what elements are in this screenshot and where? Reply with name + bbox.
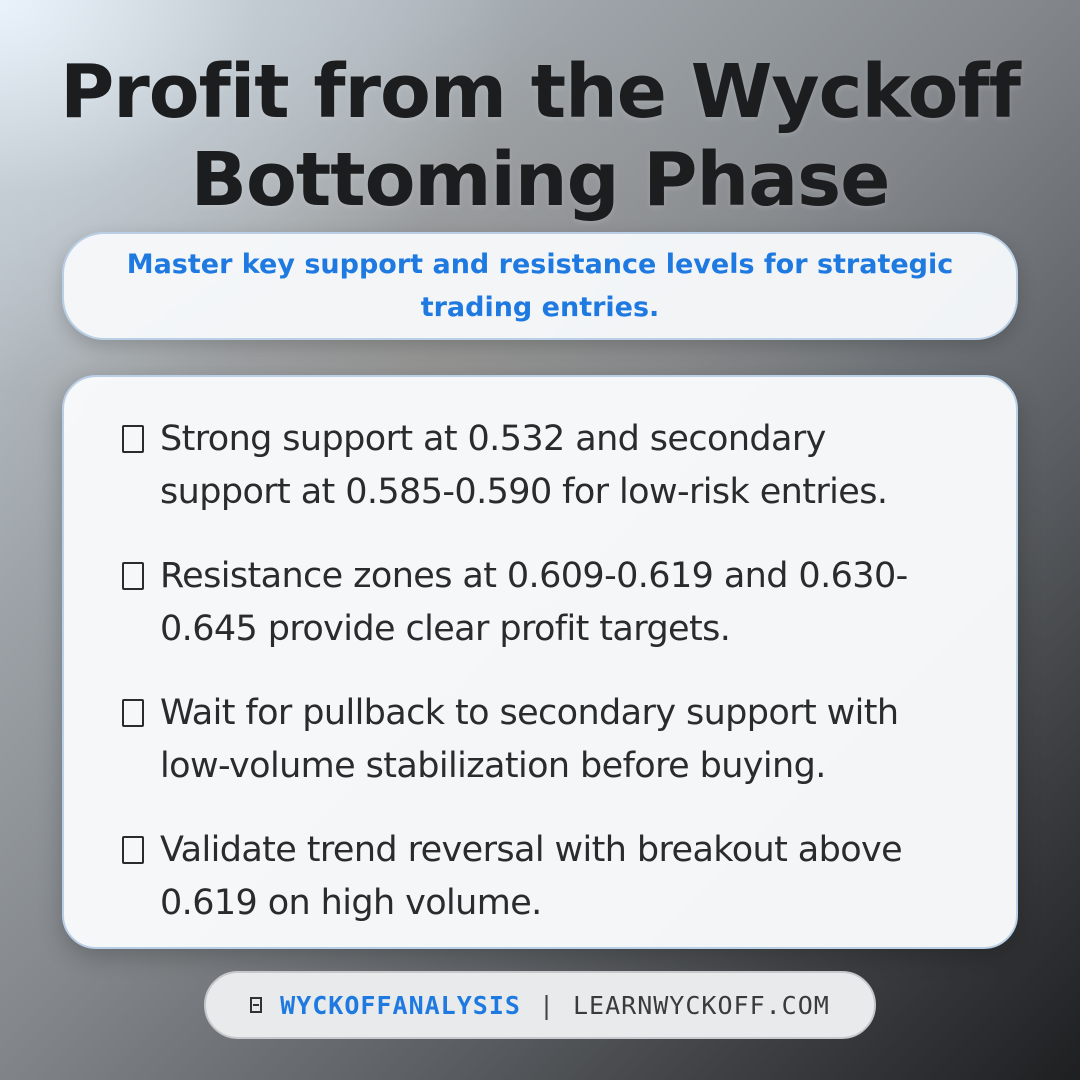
list-item [122, 824, 956, 930]
list-item [122, 550, 956, 656]
footer-badge [204, 971, 876, 1039]
list-item-text: Resistance zones at 0.609-0.619 and 0.630-0.645 provide clear profit targets. [160, 556, 908, 649]
list-item-text: Validate trend reversal with breakout above 0.619 on high volume. [160, 830, 903, 923]
key-points-card [62, 375, 1018, 949]
footer-handle: WYCKOFFANALYSIS [280, 990, 521, 1020]
page-title [0, 48, 1080, 224]
page-title-line-1: Profit from the Wyckoff [60, 49, 1020, 135]
bullet-glyph-icon [122, 699, 144, 727]
subtitle-text: Master key support and resistance levels for strategic trading entries. [126, 249, 954, 323]
bullet-glyph-icon [122, 562, 144, 590]
subtitle-card [62, 232, 1018, 340]
page-title-line-2: Bottoming Phase [190, 137, 890, 223]
footer-website: LEARNWYCKOFF.COM [573, 990, 830, 1020]
brand-glyph-icon [250, 997, 262, 1013]
list-item-text: Wait for pullback to secondary support with low-volume stabilization before buying. [160, 693, 899, 786]
bullet-glyph-icon [122, 425, 144, 453]
list-item-text: Strong support at 0.532 and secondary support at 0.585-0.590 for low-risk entries. [160, 419, 888, 512]
list-item [122, 413, 956, 519]
footer-separator: | [538, 990, 555, 1020]
bullet-glyph-icon [122, 836, 144, 864]
list-item [122, 687, 956, 793]
